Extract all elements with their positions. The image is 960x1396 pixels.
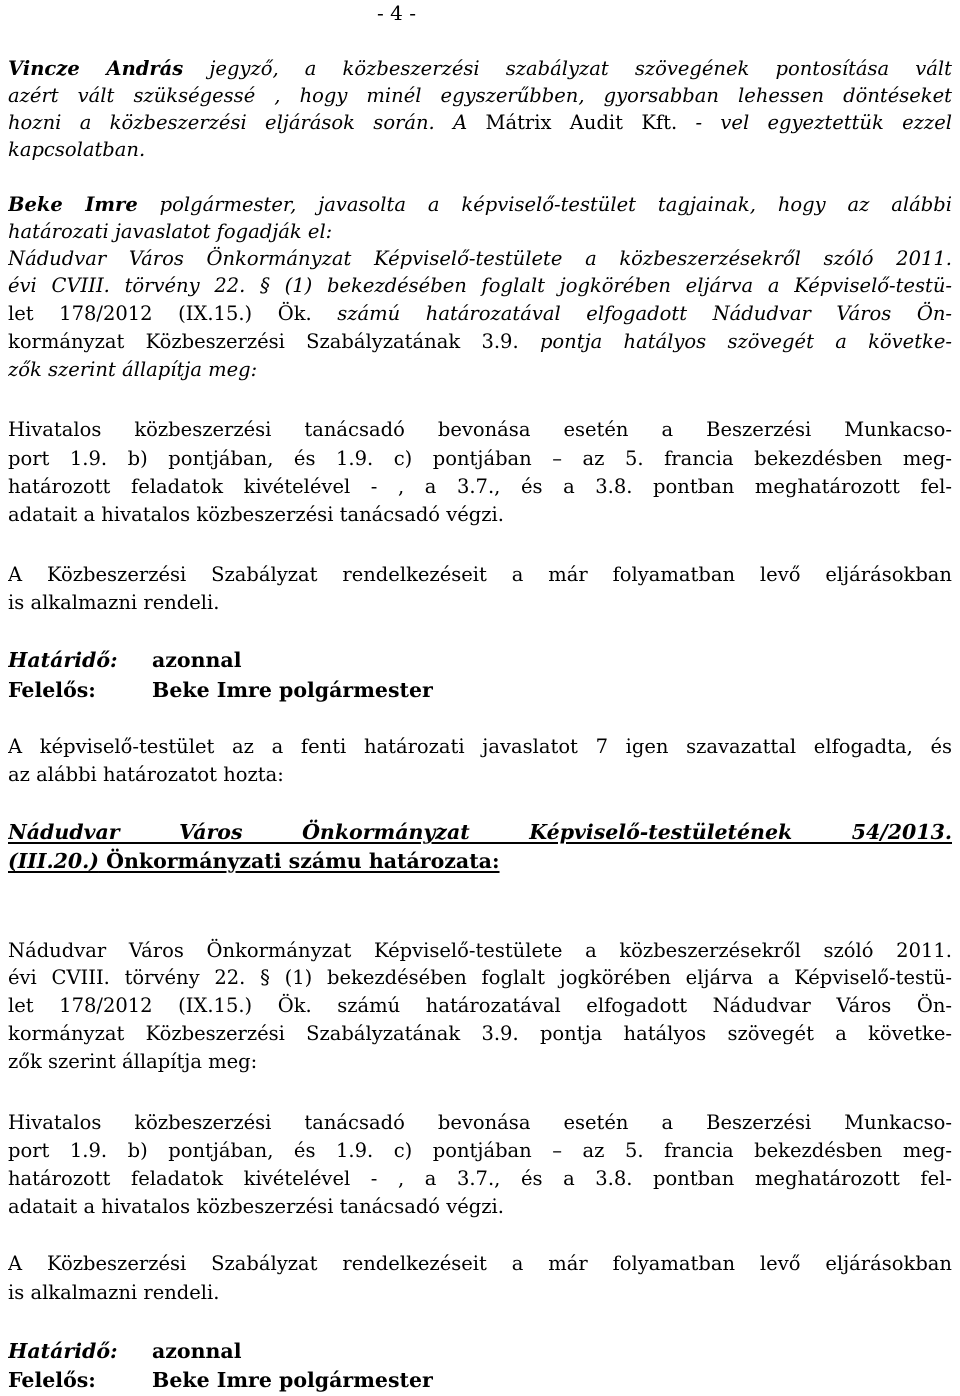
- deadline-label: Határidő:: [8, 1339, 118, 1363]
- page-number: - 4 -: [377, 1, 416, 25]
- resolution-clause-line: adatait a hivatalos közbeszerzési tanácsadó végzi.: [8, 1195, 504, 1218]
- text-segment: azért vált szükségessé , hogy minél egyszerűbben, gyorsabban lehessen döntéseket: [8, 84, 952, 107]
- text-segment: pontja hatályos szövegét a követke-: [518, 330, 952, 353]
- deadline-value: azonnal: [152, 648, 242, 672]
- responsible-label: Felelős:: [8, 1368, 96, 1392]
- draft-preamble-line: [8, 328, 952, 356]
- resolution-preamble-line: [8, 937, 952, 965]
- text-segment: - vel egyeztettük ezzel: [677, 111, 952, 134]
- text-segment: let 178/2012 (IX.15.) Ök.: [8, 302, 312, 325]
- text-segment: számú határozatával elfogadott Nádudvar Város Ön-: [311, 994, 952, 1017]
- draft-clause-line: A Közbeszerzési Szabályzat rendelkezéseit a már folyamatban levő eljárásokban: [8, 563, 952, 586]
- responsible-value: Beke Imre polgármester: [152, 1368, 433, 1392]
- draft-responsible: [8, 676, 952, 704]
- resolution-clause-line: határozott feladatok kivételével - , a 3.7., és a 3.8. pontban meghatározott fel-: [8, 1167, 952, 1190]
- statement-line: [8, 136, 952, 164]
- text-segment: Nádudvar Város Önkormányzat Képviselő-testülete a közbeszerzésekről szóló 2011.: [8, 247, 952, 270]
- draft-preamble-line: [8, 356, 952, 384]
- text-segment: Nádudvar Város Önkormányzat Képviselő-testülete a közbeszerzésekről szóló 2011.: [8, 939, 952, 962]
- statement-line: [8, 55, 952, 83]
- resolution-title-text: [8, 849, 500, 873]
- vote-line: A képviselő-testület az a fenti határozati javaslatot 7 igen szavazattal elfogadta, és: [8, 735, 952, 758]
- text-segment: évi CVIII. törvény 22. § (1) bekezdésében foglalt jogkörében eljárva a Képviselő-testü-: [8, 966, 952, 989]
- resolution-responsible: [8, 1366, 952, 1394]
- text-segment: számú határozatával elfogadott Nádudvar Város Ön-: [311, 302, 952, 325]
- resolution-preamble-line: [8, 1048, 952, 1076]
- statement-line: [8, 109, 952, 137]
- draft-clause-line: is alkalmazni rendeli.: [8, 591, 220, 614]
- responsible-label: Felelős:: [8, 678, 96, 702]
- responsible-value: Beke Imre polgármester: [152, 678, 433, 702]
- resolution-title: [8, 818, 952, 846]
- text-segment: évi CVIII. törvény 22. § (1) bekezdésében foglalt jogkörében eljárva a Képviselő-testü-: [8, 274, 952, 297]
- resolution-clause-line: Hivatalos közbeszerzési tanácsadó bevonása esetén a Beszerzési Munkacso-: [8, 1111, 952, 1134]
- resolution-preamble-line: [8, 1020, 952, 1048]
- deadline-value: azonnal: [152, 1339, 242, 1363]
- text-segment: polgármester, javasolta a képviselő-testület tagjainak, hogy az alábbi: [137, 193, 952, 216]
- text-segment: kormányzat Közbeszerzési Szabályzatának 3.9.: [8, 330, 519, 353]
- text-segment: kapcsolatban.: [8, 138, 146, 161]
- draft-deadline: [8, 646, 952, 674]
- resolution-clause-line: port 1.9. b) pontjában, és 1.9. c) pontjában – az 5. francia bekezdésben meg-: [8, 1139, 952, 1162]
- text-segment: let 178/2012 (IX.15.) Ök.: [8, 994, 312, 1017]
- draft-clause-line: Hivatalos közbeszerzési tanácsadó bevonása esetén a Beszerzési Munkacso-: [8, 418, 952, 441]
- draft-clause-line: adatait a hivatalos közbeszerzési tanácsadó végzi.: [8, 503, 504, 526]
- statement-line: [8, 82, 952, 110]
- resolution-deadline: [8, 1337, 952, 1365]
- proposal-line: [8, 191, 952, 219]
- resolution-clause-line: is alkalmazni rendeli.: [8, 1281, 220, 1304]
- text-segment: Önkormányzati számu határozata:: [98, 849, 500, 873]
- text-segment: zők szerint állapítja meg:: [8, 358, 258, 381]
- speaker-name: Vincze András: [8, 57, 184, 80]
- resolution-preamble-line: [8, 964, 952, 992]
- text-segment: zők szerint állapítja meg:: [8, 1050, 258, 1073]
- proposal-line: [8, 218, 952, 246]
- draft-preamble-line: [8, 272, 952, 300]
- vote-line: az alábbi határozatot hozta:: [8, 763, 284, 786]
- speaker-name: Beke Imre: [8, 193, 138, 216]
- text-segment: Nádudvar Város Önkormányzat Képviselő-testületének 54/2013.: [8, 820, 952, 844]
- text-segment: határozati javaslatot fogadják el:: [8, 220, 333, 243]
- resolution-clause-line: A Közbeszerzési Szabályzat rendelkezéseit a már folyamatban levő eljárásokban: [8, 1252, 952, 1275]
- draft-clause-line: port 1.9. b) pontjában, és 1.9. c) pontjában – az 5. francia bekezdésben meg-: [8, 447, 952, 470]
- resolution-title: [8, 847, 952, 875]
- text-segment: jegyző, a közbeszerzési szabályzat szövegének pontosítása vált: [183, 57, 952, 80]
- text-segment: kormányzat Közbeszerzési Szabályzatának 3.9.: [8, 1022, 519, 1045]
- draft-preamble-line: [8, 245, 952, 273]
- deadline-label: Határidő:: [8, 648, 118, 672]
- draft-clause-line: határozott feladatok kivételével - , a 3.7., és a 3.8. pontban meghatározott fel-: [8, 475, 952, 498]
- text-segment: hozni a közbeszerzési eljárások során. A: [8, 111, 468, 134]
- resolution-preamble-line: [8, 992, 952, 1020]
- draft-preamble-line: [8, 300, 952, 328]
- company-name: Mátrix Audit Kft.: [467, 111, 678, 134]
- resolution-date: (III.20.): [8, 849, 99, 873]
- text-segment: pontja hatályos szövegét a követke-: [518, 1022, 952, 1045]
